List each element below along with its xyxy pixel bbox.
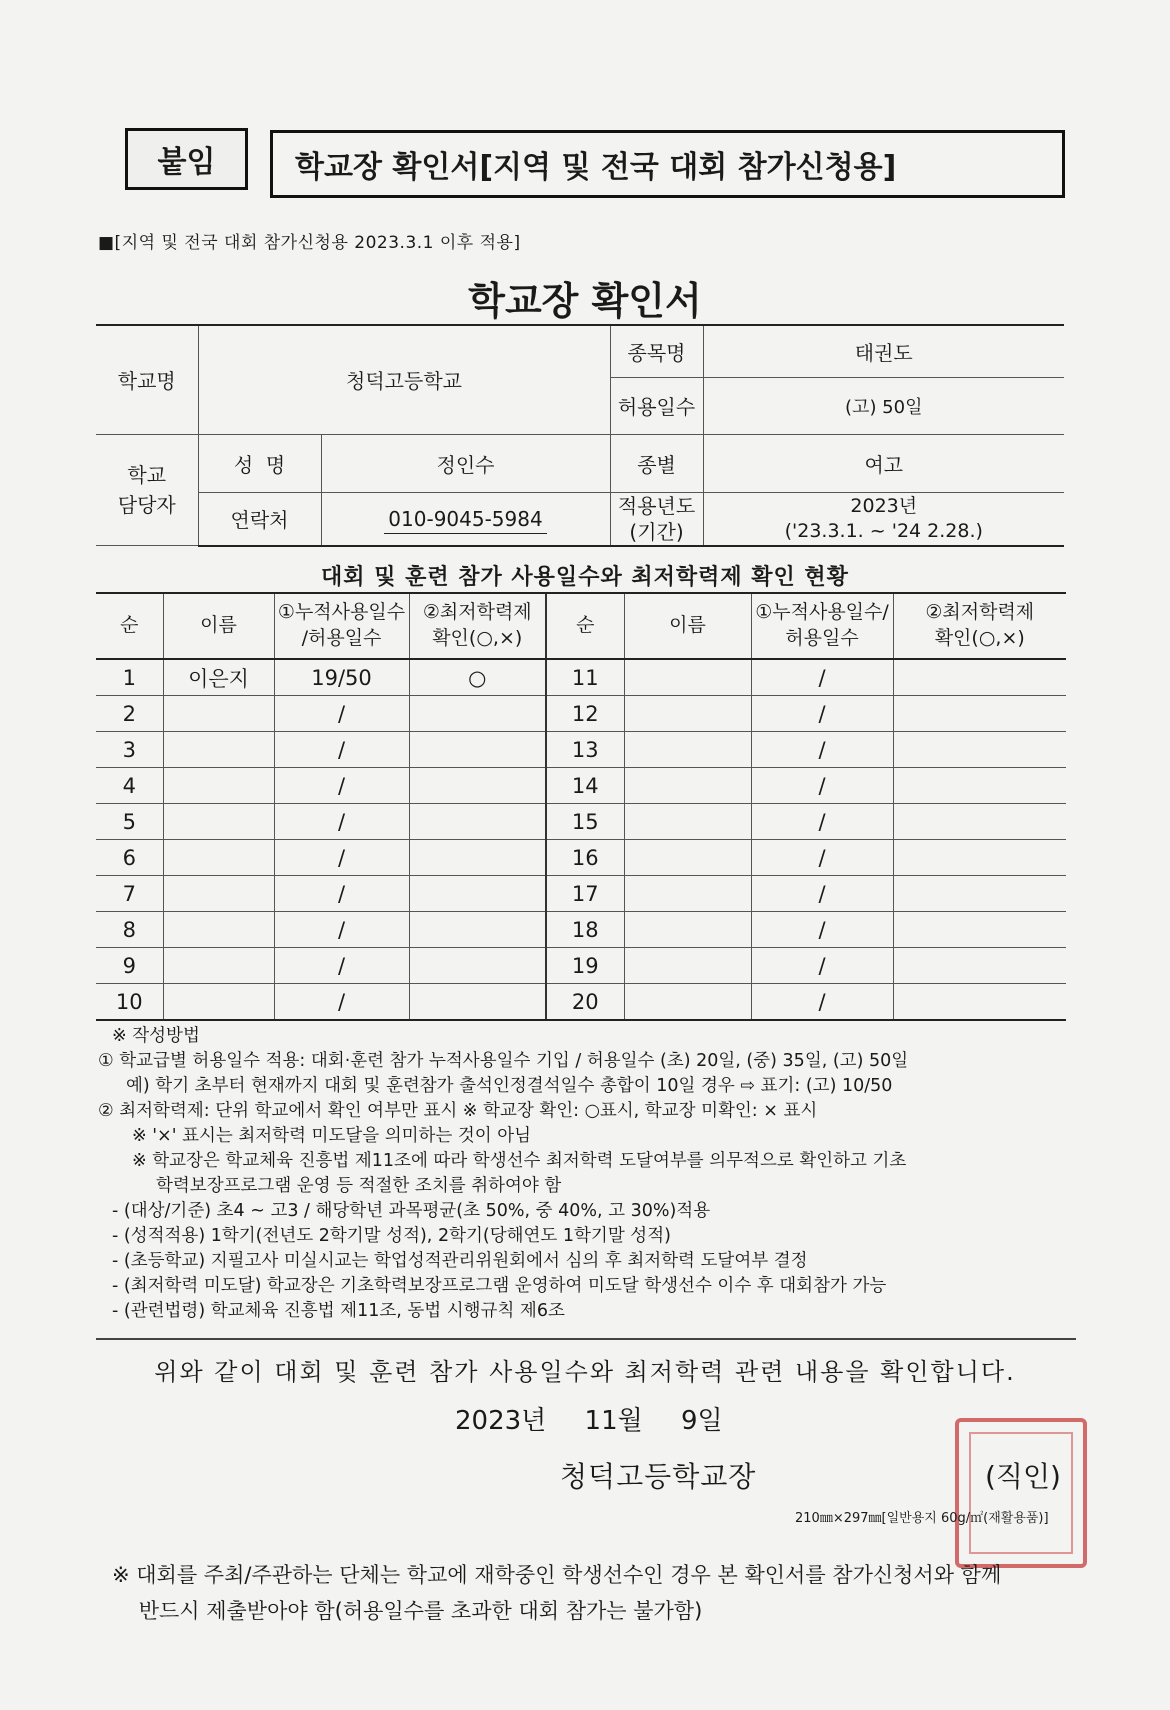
instruction-line: ① 학교급별 허용일수 적용: 대회·훈련 참가 누적사용일수 기입 / 허용일수 (초) 20일, (중) 35일, (고) 50일: [98, 1051, 909, 1071]
min-academic-check: [893, 912, 1066, 948]
document-title: 학교장 확인서: [468, 279, 702, 323]
min-academic-check: ○: [409, 659, 546, 696]
sport-label: 종목명: [610, 325, 703, 377]
instruction-line: - (초등학교) 지필고사 미실시교는 학업성적관리위원회에서 심의 후 최저학력 도달여부 결정: [112, 1251, 808, 1271]
min-academic-check: [893, 732, 1066, 768]
student-name: [163, 804, 274, 840]
student-name: 이은지: [163, 659, 274, 696]
row-number: 6: [96, 840, 163, 876]
used-days: /: [751, 876, 893, 912]
instruction-line: ※ 작성방법: [112, 1026, 200, 1046]
row-number: 8: [96, 912, 163, 948]
manager-name-value: 정인수: [321, 434, 610, 492]
min-academic-check: [893, 984, 1066, 1021]
student-name: [163, 948, 274, 984]
header-cell: 이름: [163, 593, 274, 659]
used-days: /: [274, 876, 409, 912]
instruction-line: 학력보장프로그램 운영 등 적절한 조치를 취하여야 함: [156, 1176, 562, 1196]
section-title: 대회 및 훈련 참가 사용일수와 최저학력제 확인 현황: [321, 565, 849, 590]
category-label: 종별: [610, 434, 703, 492]
student-name: [163, 696, 274, 732]
row-number: 2: [96, 696, 163, 732]
table-row: [96, 696, 1066, 732]
instruction-line: ※ '×' 표시는 최저학력 미도달을 의미하는 것이 아님: [132, 1126, 532, 1146]
used-days: /: [274, 912, 409, 948]
student-name: [624, 948, 751, 984]
attachment-label: 붙임: [125, 128, 248, 190]
student-name: [163, 732, 274, 768]
header-cell: ①누적사용일수 /허용일수: [274, 593, 409, 659]
category-value: 여고: [703, 434, 1064, 492]
table-row: [96, 948, 1066, 984]
row-number: 5: [96, 804, 163, 840]
header-cell: 순: [96, 593, 163, 659]
contact-value: 010-9045-5984: [384, 507, 546, 534]
row-number: 16: [546, 840, 624, 876]
school-name-value: 청덕고등학교: [198, 325, 610, 434]
min-academic-check: [409, 984, 546, 1021]
usage-table: [96, 592, 1066, 1021]
paper-spec: 210㎜×297㎜[일반용지 60g/㎡(재활용품)]: [795, 1511, 1049, 1526]
row-number: 19: [546, 948, 624, 984]
allowed-days-label: 허용일수: [610, 377, 703, 434]
table-row: [96, 912, 1066, 948]
row-number: 20: [546, 984, 624, 1021]
min-academic-check: [409, 768, 546, 804]
table-row: [96, 659, 1066, 696]
allowed-days-value: (고) 50일: [703, 377, 1064, 434]
table-row: [96, 876, 1066, 912]
row-number: 15: [546, 804, 624, 840]
header-cell: ②최저학력제 확인(○,×): [893, 593, 1066, 659]
min-academic-check: [409, 948, 546, 984]
header-cell: 순: [546, 593, 624, 659]
used-days: /: [274, 948, 409, 984]
student-name: [624, 840, 751, 876]
header-cell: ①누적사용일수/ 허용일수: [751, 593, 893, 659]
min-academic-check: [409, 732, 546, 768]
writing-instructions: [98, 1024, 1088, 1324]
min-academic-check: [893, 840, 1066, 876]
min-academic-check: [409, 696, 546, 732]
contact-label: 연락처: [198, 492, 321, 546]
min-academic-check: [893, 659, 1066, 696]
min-academic-check: [409, 912, 546, 948]
principal-title: 청덕고등학교장: [560, 1460, 757, 1493]
used-days: /: [274, 984, 409, 1021]
year-value: 2023년 ('23.3.1. ~ '24 2.28.): [703, 492, 1064, 546]
min-academic-check: [409, 876, 546, 912]
min-academic-check: [893, 876, 1066, 912]
divider: [96, 1338, 1076, 1340]
used-days: /: [751, 984, 893, 1021]
contact-cell: [321, 492, 610, 546]
table-row: [96, 732, 1066, 768]
instruction-line: - (최저학력 미도달) 학교장은 기초학력보장프로그램 운영하여 미도달 학생선수 이수 후 대회참가 가능: [112, 1276, 887, 1296]
row-number: 10: [96, 984, 163, 1021]
min-academic-check: [893, 696, 1066, 732]
year-label: 적용년도 (기간): [610, 492, 703, 546]
min-academic-check: [409, 804, 546, 840]
form-title: 학교장 확인서[지역 및 전국 대회 참가신청용]: [270, 130, 1065, 198]
student-name: [624, 696, 751, 732]
manager-label: 학교 담당자: [96, 434, 198, 546]
header-cell: ②최저학력제 확인(○,×): [409, 593, 546, 659]
student-name: [624, 804, 751, 840]
used-days: /: [274, 732, 409, 768]
used-days: /: [751, 840, 893, 876]
issue-date: 2023년 11월 9일: [455, 1406, 723, 1436]
instruction-line: ※ 학교장은 학교체육 진흥법 제11조에 따라 학생선수 최저학력 도달여부를 의무적으로 확인하고 기초: [132, 1151, 907, 1171]
min-academic-check: [409, 840, 546, 876]
table-row: [96, 768, 1066, 804]
row-number: 13: [546, 732, 624, 768]
min-academic-check: [893, 948, 1066, 984]
row-number: 4: [96, 768, 163, 804]
row-number: 9: [96, 948, 163, 984]
used-days: /: [751, 912, 893, 948]
header-cell: 이름: [624, 593, 751, 659]
row-number: 17: [546, 876, 624, 912]
row-number: 18: [546, 912, 624, 948]
used-days: /: [751, 948, 893, 984]
used-days: /: [274, 840, 409, 876]
student-name: [624, 912, 751, 948]
school-info-table: [96, 324, 1064, 547]
row-number: 7: [96, 876, 163, 912]
min-academic-check: [893, 804, 1066, 840]
used-days: /: [751, 804, 893, 840]
row-number: 1: [96, 659, 163, 696]
instruction-line: - (대상/기준) 초4 ~ 고3 / 해당학년 과목평균(초 50%, 중 40%, 고 30%)적용: [112, 1201, 711, 1221]
row-number: 3: [96, 732, 163, 768]
row-number: 14: [546, 768, 624, 804]
instruction-line: - (관련법령) 학교체육 진흥법 제11조, 동법 시행규칙 제6조: [112, 1301, 565, 1321]
sport-value: 태권도: [703, 325, 1064, 377]
student-name: [624, 984, 751, 1021]
used-days: /: [274, 804, 409, 840]
student-name: [163, 876, 274, 912]
table-row: [96, 984, 1066, 1021]
seal-label: (직인): [985, 1460, 1061, 1493]
usage-table-header: [96, 593, 1066, 659]
used-days: /: [751, 696, 893, 732]
student-name: [624, 659, 751, 696]
instruction-line: ② 최저학력제: 단위 학교에서 확인 여부만 표시 ※ 학교장 확인: ○표시, 학교장 미확인: × 표시: [98, 1101, 818, 1121]
student-name: [163, 912, 274, 948]
table-row: [96, 804, 1066, 840]
used-days: /: [751, 659, 893, 696]
student-name: [624, 732, 751, 768]
student-name: [624, 768, 751, 804]
used-days: /: [274, 768, 409, 804]
used-days: /: [751, 732, 893, 768]
applicability-note: ■[지역 및 전국 대회 참가신청용 2023.3.1 이후 적용]: [98, 233, 521, 253]
used-days: /: [274, 696, 409, 732]
table-row: [96, 840, 1066, 876]
instruction-line: - (성적적용) 1학기(전년도 2학기말 성적), 2학기(당해연도 1학기말 성적): [112, 1226, 671, 1246]
confirmation-statement: 위와 같이 대회 및 훈련 참가 사용일수와 최저학력 관련 내용을 확인합니다.: [154, 1358, 1016, 1386]
used-days: /: [751, 768, 893, 804]
student-name: [163, 768, 274, 804]
submission-note: ※ 대회를 주최/주관하는 단체는 학교에 재학중인 학생선수인 경우 본 확인서를 참가신청서와 함께 반드시 제출받아야 함(허용일수를 초과한 대회 참가는 불가함): [112, 1563, 1002, 1623]
student-name: [624, 876, 751, 912]
manager-name-label: 성 명: [198, 434, 321, 492]
student-name: [163, 840, 274, 876]
instruction-line: 예) 학기 초부터 현재까지 대회 및 훈련참가 출석인정결석일수 총합이 10일 경우 ⇨ 표기: (고) 10/50: [126, 1076, 893, 1096]
min-academic-check: [893, 768, 1066, 804]
row-number: 11: [546, 659, 624, 696]
used-days: 19/50: [274, 659, 409, 696]
school-name-label: 학교명: [96, 325, 198, 434]
row-number: 12: [546, 696, 624, 732]
student-name: [163, 984, 274, 1021]
